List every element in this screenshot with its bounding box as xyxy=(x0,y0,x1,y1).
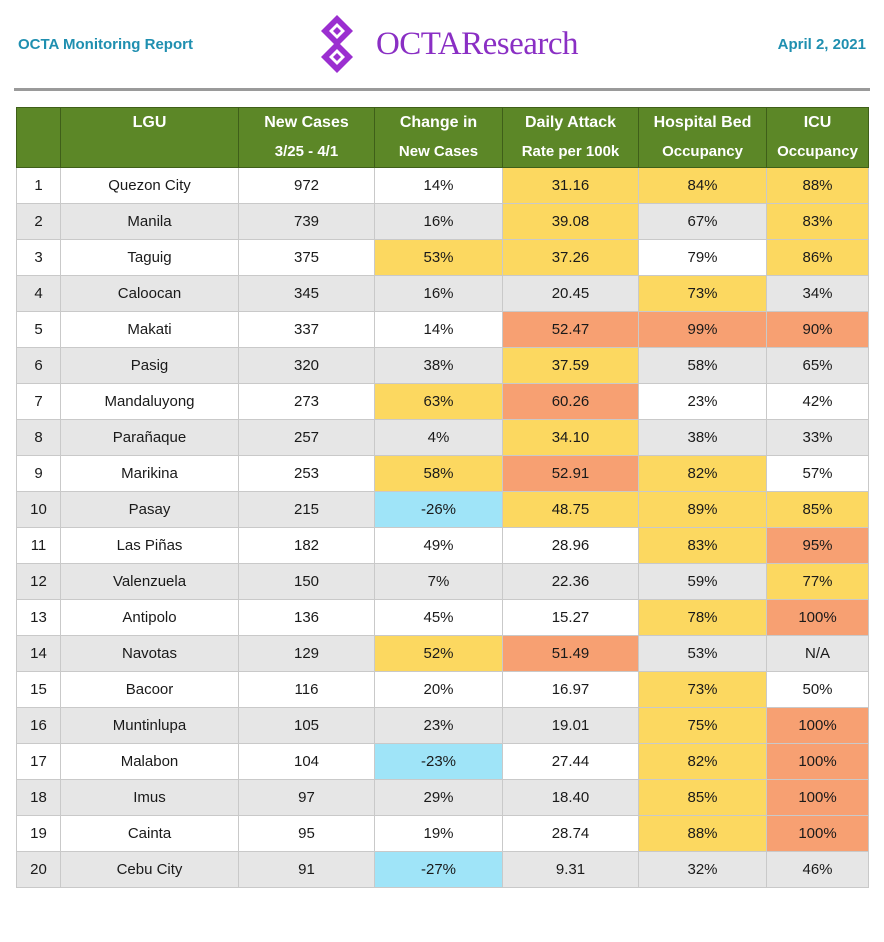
cell-daily-attack-rate: 18.40 xyxy=(503,780,639,816)
cell-new-cases: 136 xyxy=(239,600,375,636)
table-header-row-bottom xyxy=(17,138,869,168)
cell-icu-occupancy: 34% xyxy=(767,276,869,312)
cell-new-cases: 337 xyxy=(239,312,375,348)
cell-hospital-bed-occupancy: 85% xyxy=(639,780,767,816)
cell-change-in-new-cases: 23% xyxy=(375,708,503,744)
column-header-new-cases-top: New Cases xyxy=(239,108,375,138)
cell-daily-attack-rate: 19.01 xyxy=(503,708,639,744)
cell-index: 12 xyxy=(17,564,61,600)
column-header-lgu: LGU xyxy=(61,108,239,138)
table-row xyxy=(17,276,869,312)
cell-index: 18 xyxy=(17,780,61,816)
cell-new-cases: 739 xyxy=(239,204,375,240)
column-header-change-top: Change in xyxy=(375,108,503,138)
table-row xyxy=(17,672,869,708)
lgu-statistics-table xyxy=(16,107,869,888)
cell-daily-attack-rate: 34.10 xyxy=(503,420,639,456)
cell-change-in-new-cases: 45% xyxy=(375,600,503,636)
cell-lgu-name: Parañaque xyxy=(61,420,239,456)
cell-lgu-name: Caloocan xyxy=(61,276,239,312)
table-body xyxy=(17,168,869,888)
octa-diamond-logo-icon xyxy=(306,13,368,75)
column-header-lgu-bottom xyxy=(61,138,239,168)
table-row xyxy=(17,816,869,852)
cell-daily-attack-rate: 52.91 xyxy=(503,456,639,492)
cell-index: 6 xyxy=(17,348,61,384)
cell-icu-occupancy: 57% xyxy=(767,456,869,492)
cell-change-in-new-cases: 52% xyxy=(375,636,503,672)
cell-icu-occupancy: 86% xyxy=(767,240,869,276)
column-header-icu-top: ICU xyxy=(767,108,869,138)
cell-index: 8 xyxy=(17,420,61,456)
cell-hospital-bed-occupancy: 23% xyxy=(639,384,767,420)
cell-icu-occupancy: 100% xyxy=(767,780,869,816)
cell-daily-attack-rate: 37.59 xyxy=(503,348,639,384)
cell-hospital-bed-occupancy: 88% xyxy=(639,816,767,852)
cell-daily-attack-rate: 20.45 xyxy=(503,276,639,312)
cell-lgu-name: Malabon xyxy=(61,744,239,780)
cell-change-in-new-cases: 4% xyxy=(375,420,503,456)
cell-index: 19 xyxy=(17,816,61,852)
cell-hospital-bed-occupancy: 82% xyxy=(639,744,767,780)
cell-daily-attack-rate: 9.31 xyxy=(503,852,639,888)
cell-hospital-bed-occupancy: 79% xyxy=(639,240,767,276)
cell-icu-occupancy: 88% xyxy=(767,168,869,204)
cell-hospital-bed-occupancy: 73% xyxy=(639,672,767,708)
table-row xyxy=(17,852,869,888)
header-divider xyxy=(14,88,870,91)
cell-lgu-name: Taguig xyxy=(61,240,239,276)
cell-daily-attack-rate: 51.49 xyxy=(503,636,639,672)
column-header-index-top xyxy=(17,108,61,138)
table-row xyxy=(17,780,869,816)
column-header-index-bottom xyxy=(17,138,61,168)
cell-icu-occupancy: 42% xyxy=(767,384,869,420)
cell-icu-occupancy: 100% xyxy=(767,816,869,852)
cell-daily-attack-rate: 16.97 xyxy=(503,672,639,708)
cell-icu-occupancy: 65% xyxy=(767,348,869,384)
cell-lgu-name: Navotas xyxy=(61,636,239,672)
report-title: OCTA Monitoring Report xyxy=(18,35,193,53)
cell-change-in-new-cases: 20% xyxy=(375,672,503,708)
cell-new-cases: 105 xyxy=(239,708,375,744)
cell-index: 3 xyxy=(17,240,61,276)
cell-icu-occupancy: N/A xyxy=(767,636,869,672)
cell-icu-occupancy: 85% xyxy=(767,492,869,528)
cell-lgu-name: Manila xyxy=(61,204,239,240)
table-row xyxy=(17,564,869,600)
report-date: April 2, 2021 xyxy=(777,35,866,53)
cell-daily-attack-rate: 15.27 xyxy=(503,600,639,636)
brand-name: OCTAResearch xyxy=(375,25,579,62)
column-header-icu-bottom: Occupancy xyxy=(767,138,869,168)
cell-hospital-bed-occupancy: 82% xyxy=(639,456,767,492)
cell-hospital-bed-occupancy: 67% xyxy=(639,204,767,240)
table-row xyxy=(17,636,869,672)
cell-change-in-new-cases: 7% xyxy=(375,564,503,600)
cell-new-cases: 104 xyxy=(239,744,375,780)
cell-change-in-new-cases: 58% xyxy=(375,456,503,492)
cell-index: 14 xyxy=(17,636,61,672)
table-row xyxy=(17,708,869,744)
brand xyxy=(306,13,578,75)
cell-change-in-new-cases: 49% xyxy=(375,528,503,564)
cell-index: 2 xyxy=(17,204,61,240)
table-header xyxy=(17,108,869,168)
cell-index: 20 xyxy=(17,852,61,888)
table-row xyxy=(17,744,869,780)
cell-hospital-bed-occupancy: 59% xyxy=(639,564,767,600)
cell-hospital-bed-occupancy: 75% xyxy=(639,708,767,744)
table-row xyxy=(17,240,869,276)
cell-change-in-new-cases: 16% xyxy=(375,204,503,240)
cell-daily-attack-rate: 52.47 xyxy=(503,312,639,348)
cell-change-in-new-cases: 16% xyxy=(375,276,503,312)
table-row xyxy=(17,492,869,528)
cell-hospital-bed-occupancy: 78% xyxy=(639,600,767,636)
cell-new-cases: 253 xyxy=(239,456,375,492)
cell-icu-occupancy: 46% xyxy=(767,852,869,888)
column-header-daily-attack-top: Daily Attack xyxy=(503,108,639,138)
cell-hospital-bed-occupancy: 73% xyxy=(639,276,767,312)
cell-daily-attack-rate: 27.44 xyxy=(503,744,639,780)
cell-new-cases: 375 xyxy=(239,240,375,276)
cell-daily-attack-rate: 22.36 xyxy=(503,564,639,600)
column-header-hospital-bed-bottom: Occupancy xyxy=(639,138,767,168)
cell-index: 4 xyxy=(17,276,61,312)
cell-hospital-bed-occupancy: 32% xyxy=(639,852,767,888)
cell-index: 15 xyxy=(17,672,61,708)
cell-lgu-name: Muntinlupa xyxy=(61,708,239,744)
cell-new-cases: 129 xyxy=(239,636,375,672)
cell-lgu-name: Pasay xyxy=(61,492,239,528)
cell-change-in-new-cases: 14% xyxy=(375,312,503,348)
cell-index: 17 xyxy=(17,744,61,780)
cell-daily-attack-rate: 60.26 xyxy=(503,384,639,420)
cell-new-cases: 182 xyxy=(239,528,375,564)
table-row xyxy=(17,168,869,204)
cell-icu-occupancy: 95% xyxy=(767,528,869,564)
column-header-daily-attack-bottom: Rate per 100k xyxy=(503,138,639,168)
cell-index: 16 xyxy=(17,708,61,744)
cell-daily-attack-rate: 37.26 xyxy=(503,240,639,276)
cell-icu-occupancy: 90% xyxy=(767,312,869,348)
page-header xyxy=(0,0,884,88)
cell-new-cases: 150 xyxy=(239,564,375,600)
cell-index: 10 xyxy=(17,492,61,528)
table-row xyxy=(17,528,869,564)
cell-daily-attack-rate: 28.96 xyxy=(503,528,639,564)
table-row xyxy=(17,420,869,456)
cell-change-in-new-cases: -26% xyxy=(375,492,503,528)
cell-new-cases: 257 xyxy=(239,420,375,456)
cell-new-cases: 116 xyxy=(239,672,375,708)
cell-lgu-name: Pasig xyxy=(61,348,239,384)
cell-change-in-new-cases: 38% xyxy=(375,348,503,384)
cell-icu-occupancy: 77% xyxy=(767,564,869,600)
table-row xyxy=(17,204,869,240)
cell-change-in-new-cases: 19% xyxy=(375,816,503,852)
cell-index: 1 xyxy=(17,168,61,204)
cell-new-cases: 972 xyxy=(239,168,375,204)
cell-hospital-bed-occupancy: 99% xyxy=(639,312,767,348)
cell-index: 7 xyxy=(17,384,61,420)
cell-icu-occupancy: 100% xyxy=(767,708,869,744)
cell-hospital-bed-occupancy: 83% xyxy=(639,528,767,564)
cell-icu-occupancy: 83% xyxy=(767,204,869,240)
column-header-hospital-bed-top: Hospital Bed xyxy=(639,108,767,138)
cell-change-in-new-cases: 14% xyxy=(375,168,503,204)
cell-daily-attack-rate: 31.16 xyxy=(503,168,639,204)
cell-lgu-name: Cainta xyxy=(61,816,239,852)
cell-daily-attack-rate: 28.74 xyxy=(503,816,639,852)
cell-lgu-name: Imus xyxy=(61,780,239,816)
cell-hospital-bed-occupancy: 38% xyxy=(639,420,767,456)
cell-lgu-name: Marikina xyxy=(61,456,239,492)
cell-hospital-bed-occupancy: 53% xyxy=(639,636,767,672)
cell-lgu-name: Cebu City xyxy=(61,852,239,888)
cell-change-in-new-cases: -27% xyxy=(375,852,503,888)
cell-lgu-name: Mandaluyong xyxy=(61,384,239,420)
table-header-row-top xyxy=(17,108,869,138)
table-row xyxy=(17,600,869,636)
cell-icu-occupancy: 33% xyxy=(767,420,869,456)
cell-new-cases: 91 xyxy=(239,852,375,888)
cell-hospital-bed-occupancy: 84% xyxy=(639,168,767,204)
cell-icu-occupancy: 100% xyxy=(767,600,869,636)
cell-new-cases: 320 xyxy=(239,348,375,384)
cell-hospital-bed-occupancy: 89% xyxy=(639,492,767,528)
cell-new-cases: 95 xyxy=(239,816,375,852)
cell-index: 9 xyxy=(17,456,61,492)
cell-lgu-name: Bacoor xyxy=(61,672,239,708)
table-row xyxy=(17,348,869,384)
cell-hospital-bed-occupancy: 58% xyxy=(639,348,767,384)
cell-index: 5 xyxy=(17,312,61,348)
cell-lgu-name: Valenzuela xyxy=(61,564,239,600)
table-row xyxy=(17,384,869,420)
cell-lgu-name: Makati xyxy=(61,312,239,348)
cell-index: 13 xyxy=(17,600,61,636)
table-row xyxy=(17,456,869,492)
cell-lgu-name: Las Piñas xyxy=(61,528,239,564)
column-header-change-bottom: New Cases xyxy=(375,138,503,168)
table-row xyxy=(17,312,869,348)
cell-change-in-new-cases: 63% xyxy=(375,384,503,420)
cell-new-cases: 345 xyxy=(239,276,375,312)
cell-daily-attack-rate: 48.75 xyxy=(503,492,639,528)
cell-icu-occupancy: 100% xyxy=(767,744,869,780)
cell-change-in-new-cases: -23% xyxy=(375,744,503,780)
cell-change-in-new-cases: 29% xyxy=(375,780,503,816)
cell-icu-occupancy: 50% xyxy=(767,672,869,708)
cell-lgu-name: Antipolo xyxy=(61,600,239,636)
table-container xyxy=(0,107,884,888)
cell-lgu-name: Quezon City xyxy=(61,168,239,204)
cell-change-in-new-cases: 53% xyxy=(375,240,503,276)
cell-new-cases: 97 xyxy=(239,780,375,816)
cell-index: 11 xyxy=(17,528,61,564)
cell-daily-attack-rate: 39.08 xyxy=(503,204,639,240)
cell-new-cases: 215 xyxy=(239,492,375,528)
column-header-new-cases-bottom: 3/25 - 4/1 xyxy=(239,138,375,168)
cell-new-cases: 273 xyxy=(239,384,375,420)
